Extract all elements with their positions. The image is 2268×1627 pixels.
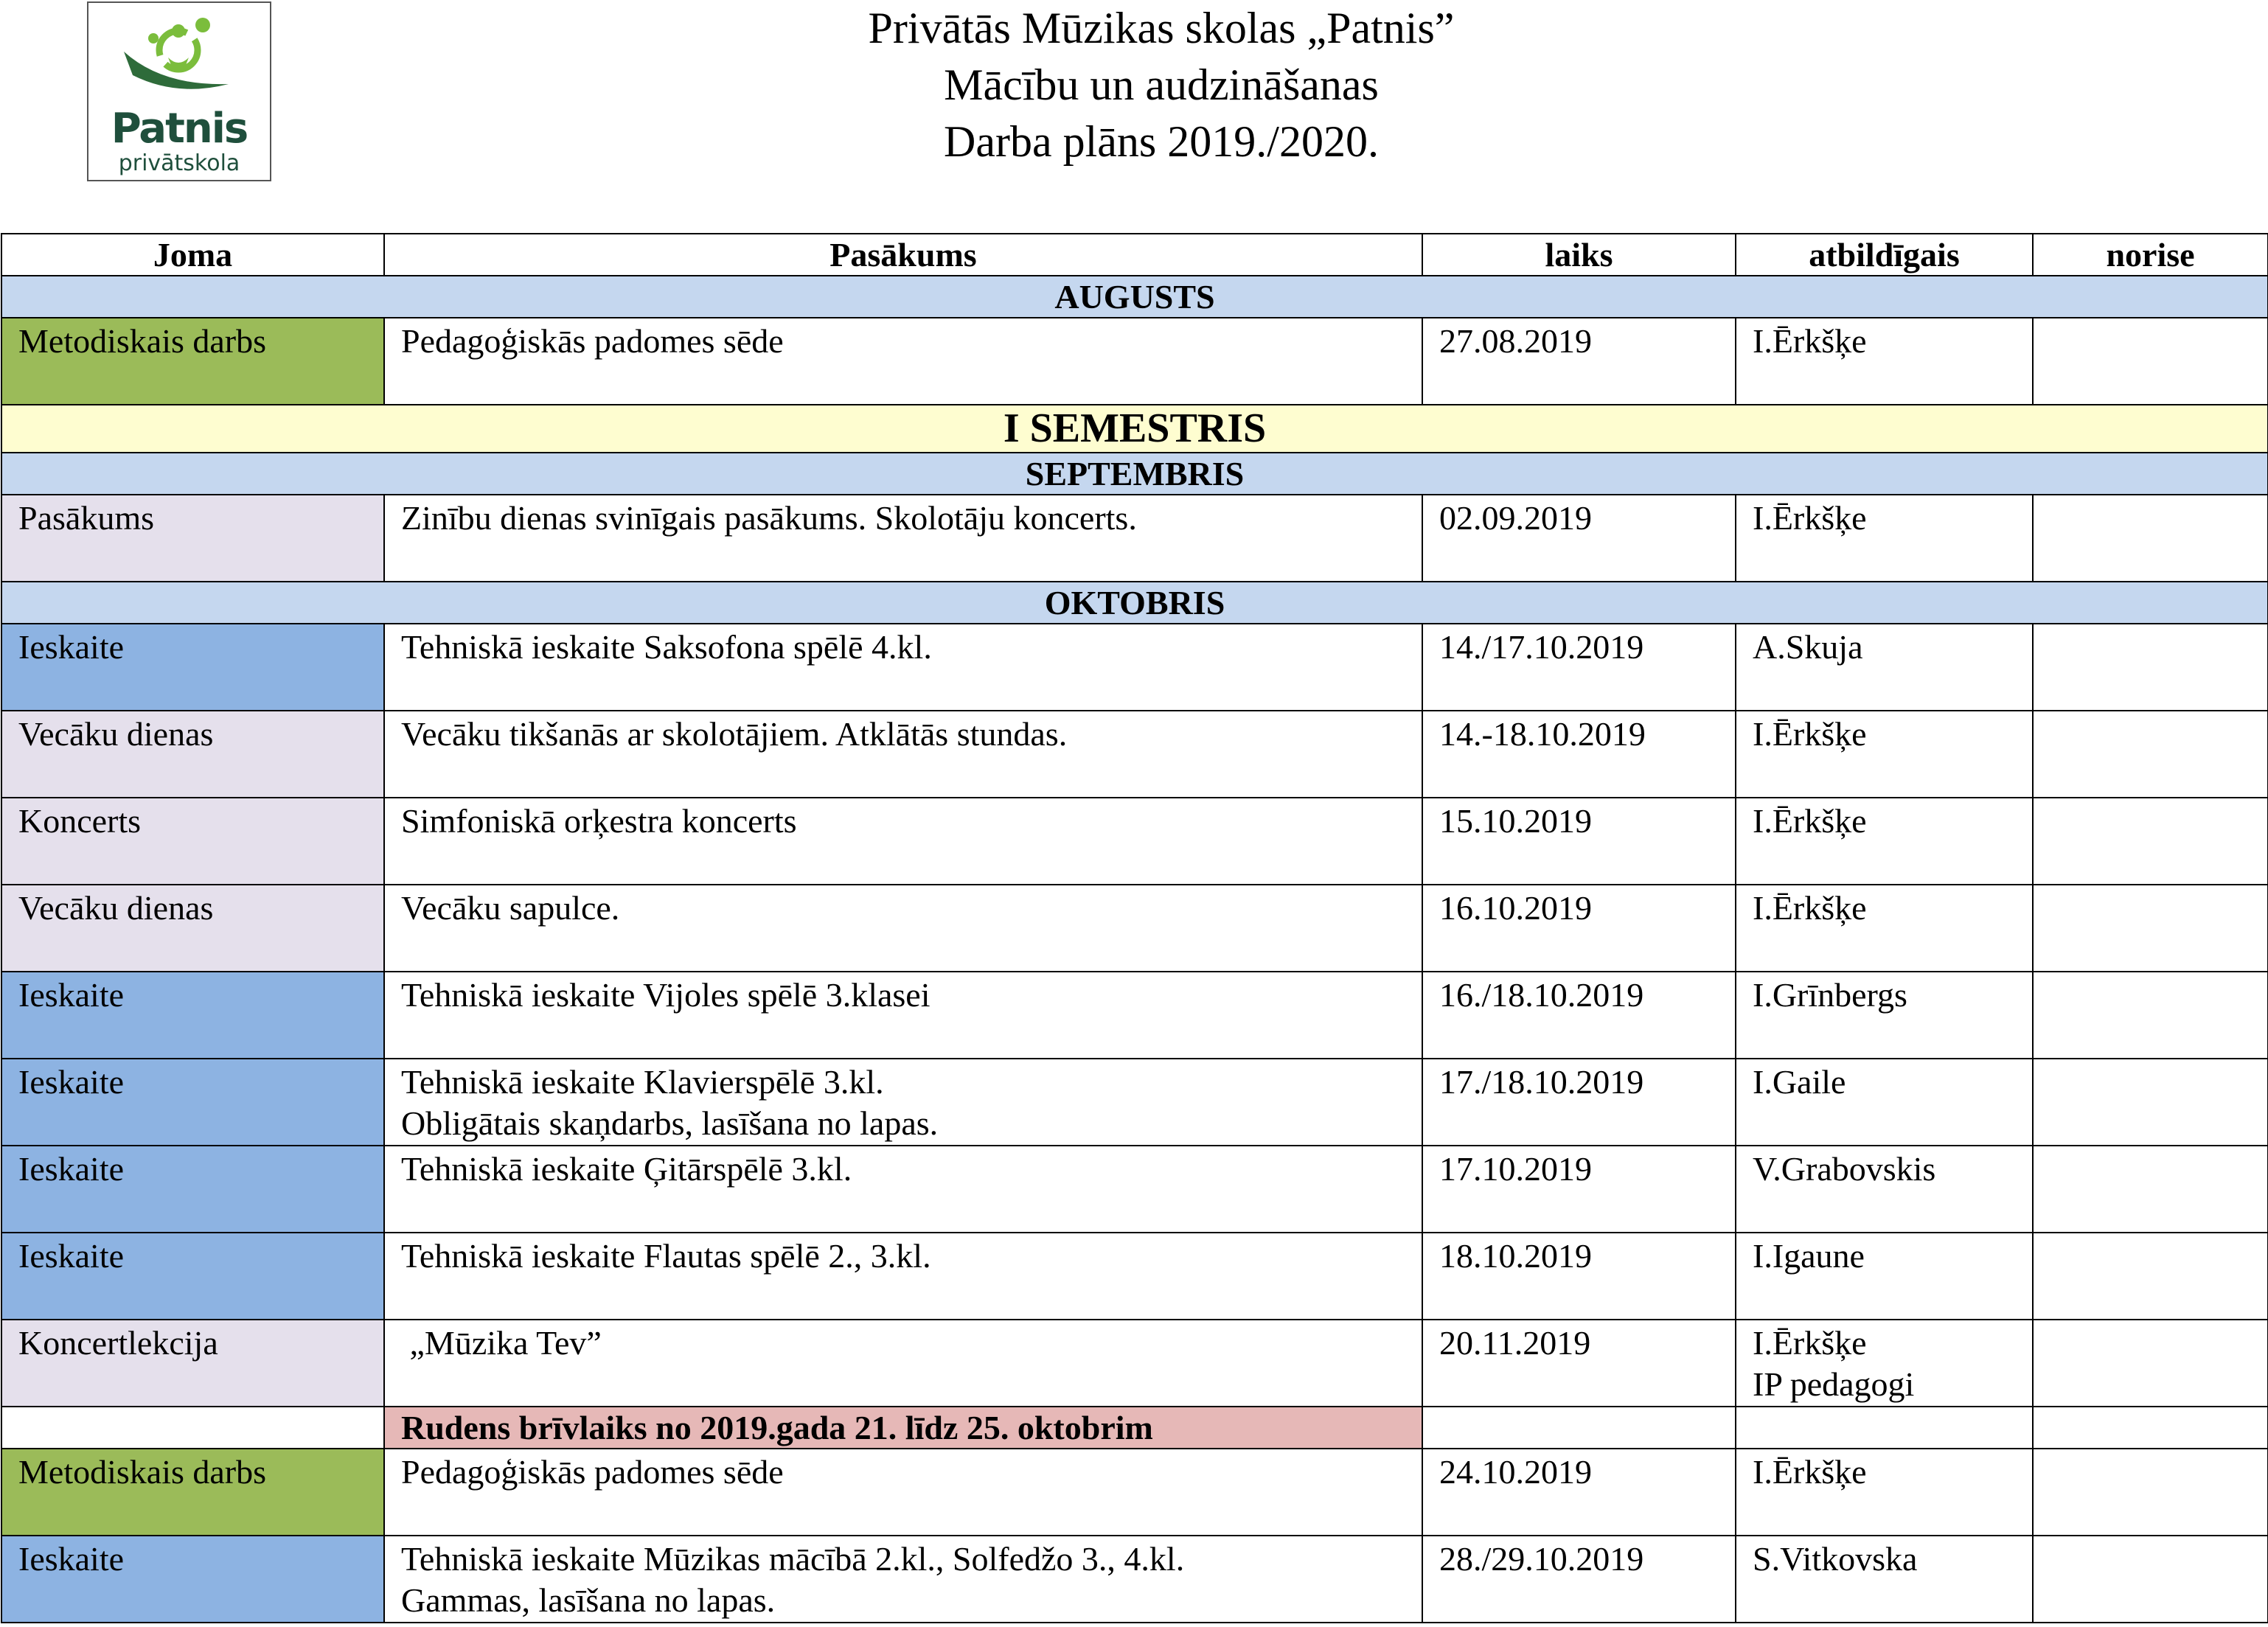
- holiday-text: Rudens brīvlaiks no 2019.gada 21. līdz 25. oktobrim: [384, 1407, 1422, 1449]
- cell-norise: [2033, 711, 2268, 798]
- table-header-row: [1, 234, 2268, 276]
- cell-laiks: 24.10.2019: [1422, 1449, 1736, 1536]
- cell-laiks: 17.10.2019: [1422, 1146, 1736, 1233]
- month-row-septembris: [1, 453, 2268, 495]
- cell-joma: Koncertlekcija: [1, 1320, 384, 1407]
- table-row: [1, 798, 2268, 885]
- cell-norise: [2033, 1146, 2268, 1233]
- header-joma: Joma: [1, 234, 384, 276]
- title-line-2: Mācību un audzināšanas: [944, 60, 1379, 109]
- cell-norise: [2033, 885, 2268, 972]
- cell-atbildigais: I.Ērkšķe: [1736, 495, 2033, 582]
- cell-pasakums: [384, 1536, 1422, 1623]
- cell-atbildigais: S.Vitkovska: [1736, 1536, 2033, 1623]
- cell-pasakums: Tehniskā ieskaite Saksofona spēlē 4.kl.: [384, 624, 1422, 711]
- header-atbildigais: atbildīgais: [1736, 234, 2033, 276]
- cell-norise: [2033, 624, 2268, 711]
- header-laiks: laiks: [1422, 234, 1736, 276]
- cell-pasakums: „Mūzika Tev”: [384, 1320, 1422, 1407]
- cell-laiks: 16.10.2019: [1422, 885, 1736, 972]
- table-row: [1, 495, 2268, 582]
- cell-pasakums: Tehniskā ieskaite Vijoles spēlē 3.klasei: [384, 972, 1422, 1059]
- cell-norise: [2033, 1407, 2268, 1449]
- logo-subtitle: privātskola: [118, 150, 240, 176]
- document-title: [664, 0, 1659, 170]
- title-line-1: Privātās Mūzikas skolas „Patnis”: [868, 4, 1455, 52]
- cell-pasakums: Vecāku sapulce.: [384, 885, 1422, 972]
- cell-laiks: 17./18.10.2019: [1422, 1059, 1736, 1146]
- cell-pasakums: [384, 1059, 1422, 1146]
- cell-atbildigais: I.Ērkšķe: [1736, 711, 2033, 798]
- table-row: [1, 1146, 2268, 1233]
- semester-title: I SEMESTRIS: [1, 405, 2268, 453]
- cell-pasakums: Simfoniskā orķestra koncerts: [384, 798, 1422, 885]
- title-line-3: Darba plāns 2019./2020.: [944, 117, 1379, 166]
- cell-joma: Ieskaite: [1, 1233, 384, 1320]
- cell-norise: [2033, 495, 2268, 582]
- cell-norise: [2033, 798, 2268, 885]
- cell-atbildigais: I.Gaile: [1736, 1059, 2033, 1146]
- cell-pasakums-line-1: Tehniskā ieskaite Klavierspēlē 3.kl.: [401, 1063, 884, 1101]
- header-norise: norise: [2033, 234, 2268, 276]
- table-row: [1, 624, 2268, 711]
- cell-norise: [2033, 1320, 2268, 1407]
- logo-figure-icon: [118, 16, 243, 105]
- cell-atbildigais: I.Ērkšķe: [1736, 885, 2033, 972]
- cell-norise: [2033, 1536, 2268, 1623]
- cell-atbildigais-line-2: IP pedagogi: [1753, 1365, 1915, 1403]
- header-pasakums: Pasākums: [384, 234, 1422, 276]
- cell-pasakums: Pedagoģiskās padomes sēde: [384, 318, 1422, 405]
- cell-joma: Ieskaite: [1, 972, 384, 1059]
- cell-pasakums-line-2: Gammas, lasīšana no lapas.: [401, 1581, 776, 1619]
- work-plan-table: [1, 233, 2268, 1623]
- cell-laiks: 27.08.2019: [1422, 318, 1736, 405]
- cell-joma: Metodiskais darbs: [1, 318, 384, 405]
- cell-pasakums: Pedagoģiskās padomes sēde: [384, 1449, 1422, 1536]
- cell-atbildigais: I.Grīnbergs: [1736, 972, 2033, 1059]
- table-row: [1, 711, 2268, 798]
- cell-pasakums: Tehniskā ieskaite Ģitārspēlē 3.kl.: [384, 1146, 1422, 1233]
- cell-atbildigais-line-1: I.Ērkšķe: [1753, 1324, 1867, 1362]
- table-row: [1, 885, 2268, 972]
- table-row: [1, 1449, 2268, 1536]
- cell-atbildigais: A.Skuja: [1736, 624, 2033, 711]
- cell-joma: Metodiskais darbs: [1, 1449, 384, 1536]
- cell-atbildigais: I.Igaune: [1736, 1233, 2033, 1320]
- cell-joma: Vecāku dienas: [1, 885, 384, 972]
- table-row: [1, 972, 2268, 1059]
- cell-laiks: 16./18.10.2019: [1422, 972, 1736, 1059]
- cell-norise: [2033, 1059, 2268, 1146]
- cell-joma: Koncerts: [1, 798, 384, 885]
- cell-laiks: 18.10.2019: [1422, 1233, 1736, 1320]
- cell-laiks: 02.09.2019: [1422, 495, 1736, 582]
- cell-joma: Ieskaite: [1, 1536, 384, 1623]
- cell-atbildigais: [1736, 1320, 2033, 1407]
- cell-pasakums-line-2: Obligātais skaņdarbs, lasīšana no lapas.: [401, 1104, 939, 1142]
- cell-joma: Ieskaite: [1, 1059, 384, 1146]
- cell-laiks: 14.-18.10.2019: [1422, 711, 1736, 798]
- table-row: [1, 1536, 2268, 1623]
- month-row-augusts: [1, 276, 2268, 318]
- table-row: [1, 318, 2268, 405]
- cell-laiks: 15.10.2019: [1422, 798, 1736, 885]
- logo-name: Patnis: [111, 105, 248, 153]
- cell-norise: [2033, 1233, 2268, 1320]
- month-row-oktobris: [1, 582, 2268, 624]
- cell-atbildigais: V.Grabovskis: [1736, 1146, 2033, 1233]
- table-row: [1, 1233, 2268, 1320]
- cell-norise: [2033, 1449, 2268, 1536]
- table-row: [1, 1320, 2268, 1407]
- cell-pasakums: Tehniskā ieskaite Flautas spēlē 2., 3.kl.: [384, 1233, 1422, 1320]
- cell-joma: Ieskaite: [1, 1146, 384, 1233]
- cell-atbildigais: [1736, 1407, 2033, 1449]
- cell-atbildigais: I.Ērkšķe: [1736, 318, 2033, 405]
- cell-pasakums: Vecāku tikšanās ar skolotājiem. Atklātās stundas.: [384, 711, 1422, 798]
- cell-norise: [2033, 318, 2268, 405]
- holiday-row: [1, 1407, 2268, 1449]
- cell-laiks: 28./29.10.2019: [1422, 1536, 1736, 1623]
- month-title: AUGUSTS: [1, 276, 2268, 318]
- table-row: [1, 1059, 2268, 1146]
- month-title: OKTOBRIS: [1, 582, 2268, 624]
- cell-joma: Vecāku dienas: [1, 711, 384, 798]
- semester-row: [1, 405, 2268, 453]
- cell-joma: [1, 1407, 384, 1449]
- cell-pasakums: Zinību dienas svinīgais pasākums. Skolotāju koncerts.: [384, 495, 1422, 582]
- cell-laiks: 14./17.10.2019: [1422, 624, 1736, 711]
- cell-joma: Ieskaite: [1, 624, 384, 711]
- cell-atbildigais: I.Ērkšķe: [1736, 1449, 2033, 1536]
- cell-norise: [2033, 972, 2268, 1059]
- month-title: SEPTEMBRIS: [1, 453, 2268, 495]
- cell-laiks: 20.11.2019: [1422, 1320, 1736, 1407]
- cell-atbildigais: I.Ērkšķe: [1736, 798, 2033, 885]
- school-logo: [87, 1, 271, 181]
- cell-joma: Pasākums: [1, 495, 384, 582]
- cell-laiks: [1422, 1407, 1736, 1449]
- cell-pasakums-line-1: Tehniskā ieskaite Mūzikas mācībā 2.kl., Solfedžo 3., 4.kl.: [401, 1540, 1185, 1578]
